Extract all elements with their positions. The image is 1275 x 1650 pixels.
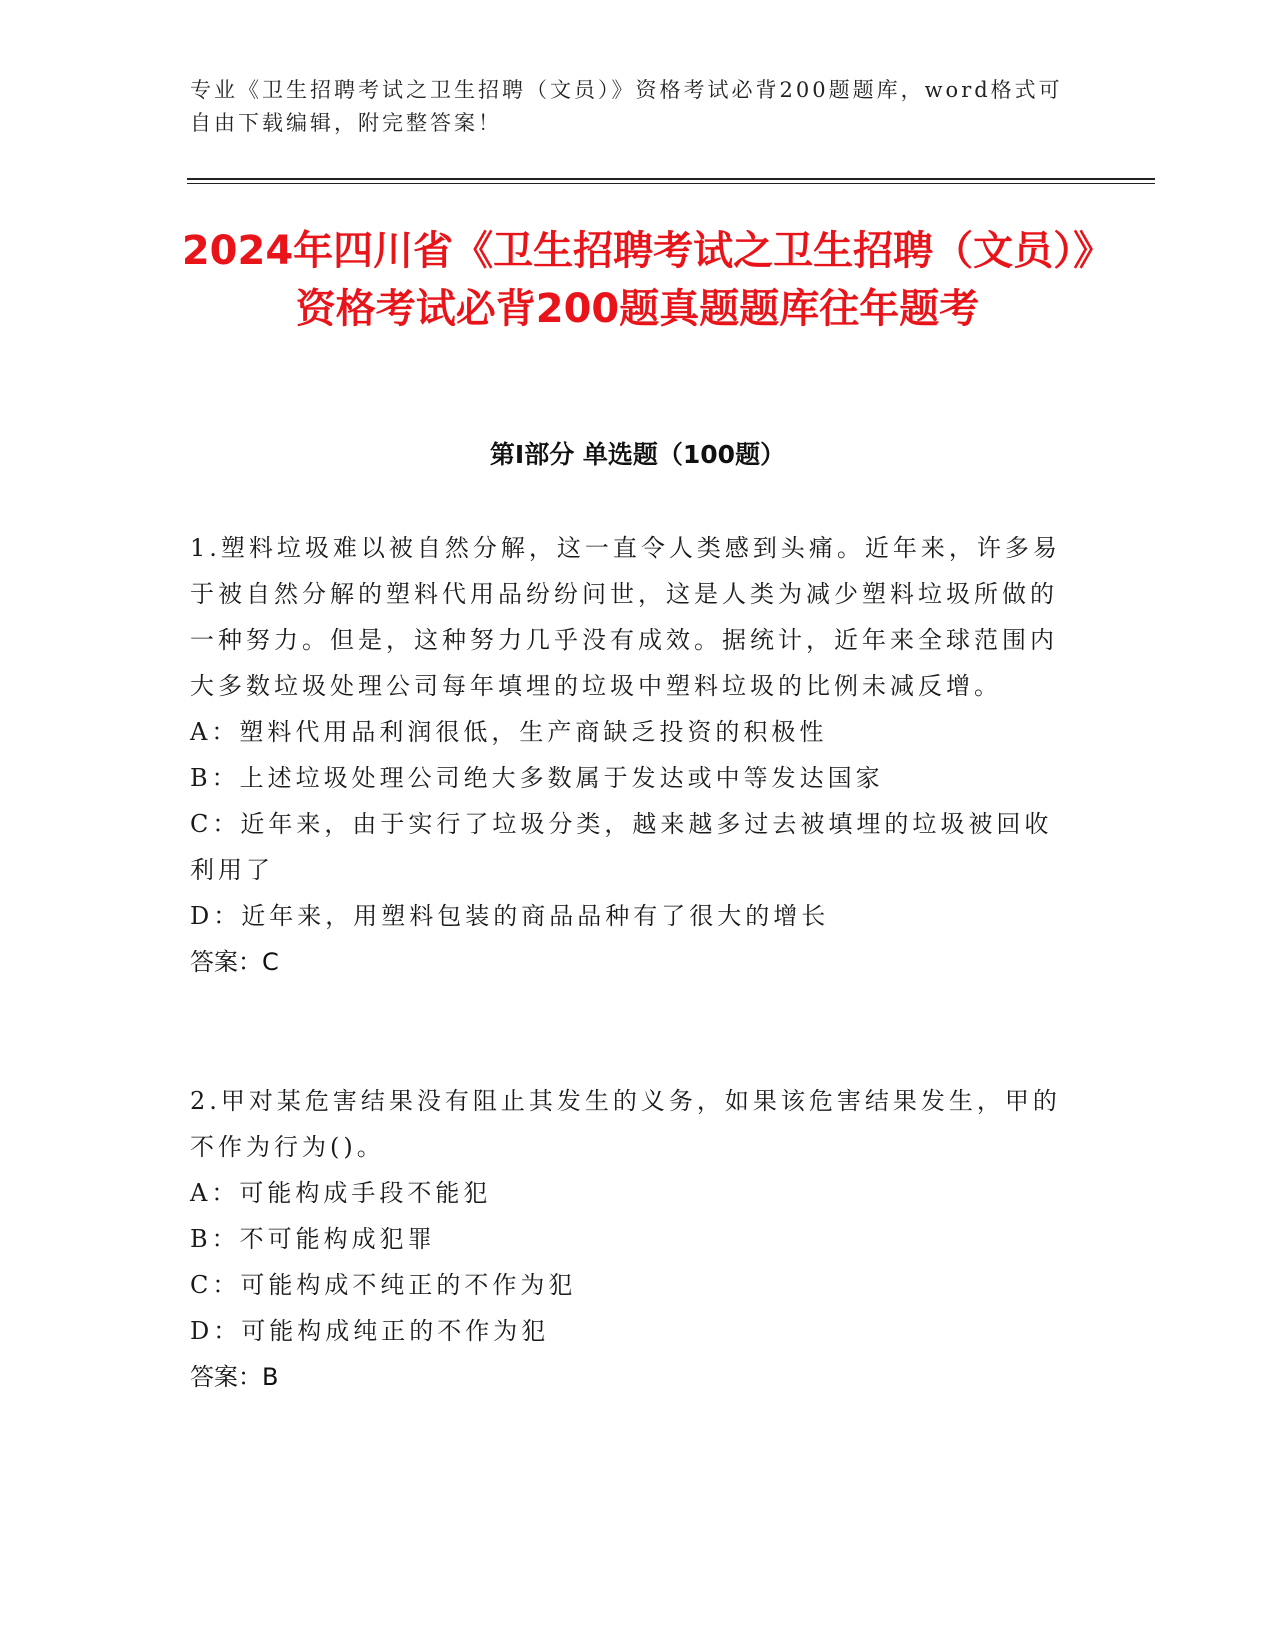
option-b: B：上述垃圾处理公司绝大多数属于发达或中等发达国家: [190, 764, 884, 792]
question-stem: 1.塑料垃圾难以被自然分解，这一直令人类感到头痛。近年来，许多易于被自然分解的塑料代用品纷纷问世，这是人类为减少塑料垃圾所做的一种努力。但是，这种努力几乎没有成效。据统计，近年来全球范围内大多数垃圾处理公司每年填埋的垃圾中塑料垃圾的比例未减反增。: [190, 534, 1061, 700]
question-1: [190, 525, 1075, 985]
answer: 答案：B: [190, 1363, 279, 1391]
option-c: C：近年来，由于实行了垃圾分类，越来越多过去被填埋的垃圾被回收利用了: [190, 810, 1053, 884]
header-divider-thick: [187, 178, 1155, 180]
option-d: D：可能构成纯正的不作为犯: [190, 1317, 550, 1345]
question-2: [190, 1078, 1075, 1400]
option-a: A：塑料代用品利润很低，生产商缺乏投资的积极性: [190, 718, 828, 746]
option-a: A：可能构成手段不能犯: [190, 1179, 492, 1207]
header-note: 专业《卫生招聘考试之卫生招聘（文员）》资格考试必背200题题库，word格式可自由下载编辑，附完整答案！: [190, 78, 1063, 135]
option-c: C：可能构成不纯正的不作为犯: [190, 1271, 577, 1299]
answer: 答案：C: [190, 948, 279, 976]
header-divider-thin: [187, 183, 1155, 184]
option-b: B：不可能构成犯罪: [190, 1225, 436, 1253]
section-heading: 第Ⅰ部分 单选题（100题）: [489, 440, 786, 469]
question-stem: 2.甲对某危害结果没有阻止其发生的义务，如果该危害结果发生，甲的不作为行为()。: [190, 1087, 1061, 1161]
document-title: 2024年四川省《卫生招聘考试之卫生招聘（文员）》资格考试必背200题真题题库往年题考: [181, 228, 1094, 332]
option-d: D：近年来，用塑料包装的商品品种有了很大的增长: [190, 902, 830, 930]
